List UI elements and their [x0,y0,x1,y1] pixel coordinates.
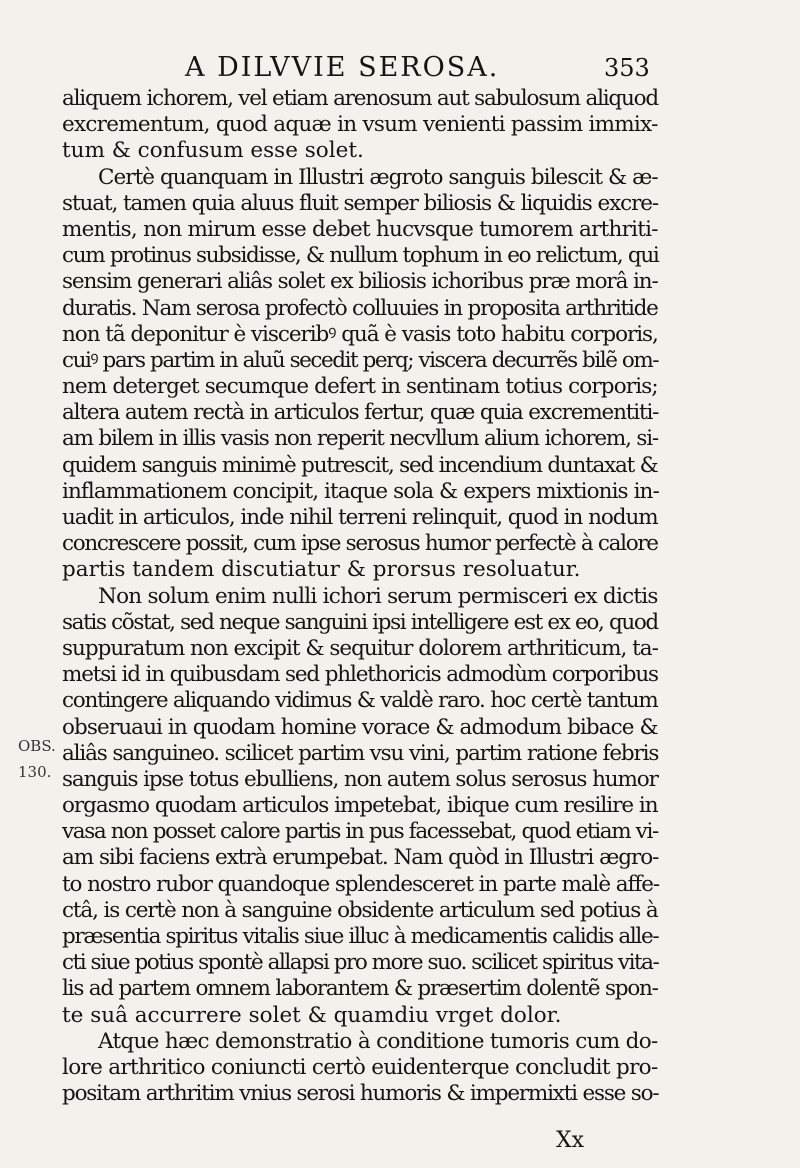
margin-note-number: 130. [18,763,52,781]
text-line: stuat, tamen quia aluus fluit semper biliosis & liquidis excre- [62,190,659,216]
text-line: quidem sanguis minimè putrescit, sed incendium duntaxat & [62,452,658,478]
margin-note-label: OBS. [18,737,56,755]
text-line: aliquem ichorem, vel etiam arenosum aut sabulosum aliquod [62,86,658,111]
text-line: positam arthritim vnius serosi humoris & impermixti esse so- [62,1081,659,1107]
running-title: A DILVVIE SEROSA. [185,52,500,83]
text-line: præsentia spiritus vitalis siue illuc à medicamentis calidis alle- [62,924,659,949]
text-line: lore arthritico coniuncti certò euidenterque concludit pro- [62,1054,658,1080]
text-line: am sibi faciens extrà erumpebat. Nam quòd in Illustri ægro- [62,845,659,871]
text-line: Atque hæc demonstratio à conditione tumoris cum do- [98,1028,658,1054]
text-line: partis tandem discutiatur & prorsus resoluatur. [62,557,581,583]
text-line: excrementum, quod aquæ in vsum venienti passim immix- [62,112,658,138]
text-line: mentis, non mirum esse debet hucvsque tumorem arthriti- [62,216,658,242]
text-line: nem deterget secumque defert in sentinam totius corporis; [62,374,658,400]
text-line: metsi id in quibusdam sed phlethoricis admodùm corporibus [62,662,658,688]
text-line: aliâs sanguineo. scilicet partim vsu vini, partim ratione febris [62,740,659,766]
text-line: duratis. Nam serosa profectò colluuies in proposita arthritide [62,295,658,321]
text-line: sanguis ipse totus ebulliens, non autem solus serosus humor [62,766,658,792]
text-line: Certè quanquam in Illustri ægroto sanguis bilescit & æ- [98,164,658,190]
text-line: cum protinus subsidisse, & nullum tophum in eo relictum, qui [62,243,659,269]
text-line: inflammationem concipit, itaque sola & expers mixtionis in- [62,478,659,504]
text-line: cuiꝰ pars partim in aluũ secedit perq; viscera decurrẽs bilẽ om- [62,347,659,373]
text-line: cti siue potius spontè allapsi pro more suo. scilicet spiritus vita- [62,950,659,976]
margin-note [18,733,56,785]
signature-mark: Xx [556,1128,585,1153]
body-text [62,86,658,1107]
text-line: satis cõstat, sed neque sanguini ipsi intelligere est ex eo, quod [62,609,658,635]
text-line: to nostro rubor quandoque splendesceret in parte malè affe- [62,871,660,897]
page-number: 353 [604,54,650,82]
text-line: uadit in articulos, inde nihil terreni relinquit, quod in nodum [62,505,658,530]
text-line: concrescere possit, cum ipse serosus humor perfectè à calore [62,531,658,557]
text-line: sensim generari aliâs solet ex biliosis ichoribus præ morâ in- [62,269,658,295]
text-line: am bilem in illis vasis non reperit necvllum alium ichorem, si- [62,426,658,452]
text-line: tum & confusum esse solet. [62,138,364,164]
text-line: orgasmo quodam articulos impetebat, ibique cum resilire in [62,793,658,819]
text-line: Non solum enim nulli ichori serum permisceri ex dictis [98,583,658,609]
text-line: te suâ accurrere solet & quamdiu vrget dolor. [62,1002,562,1028]
text-line: vasa non posset calore partis in pus facessebat, quod etiam vi- [62,819,658,845]
text-line: ctâ, is certè non à sanguine obsidente articulum sed potius à [62,897,658,923]
page-header [0,52,800,88]
text-line: lis ad partem omnem laborantem & præsertim dolentẽ spon- [62,976,658,1002]
text-line: contingere aliquando vidimus & valdè raro. hoc certè tantum [62,688,658,714]
text-line: obseruaui in quodam homine vorace & admodum bibace & [62,714,658,740]
text-line: altera autem rectà in articulos fertur, quæ quia excrementiti- [62,400,659,426]
text-line: non tã deponitur è visceribꝰ quã è vasis toto habitu corporis, [62,321,658,347]
text-line: suppuratum non excipit & sequitur dolorem arthriticum, ta- [62,635,658,661]
